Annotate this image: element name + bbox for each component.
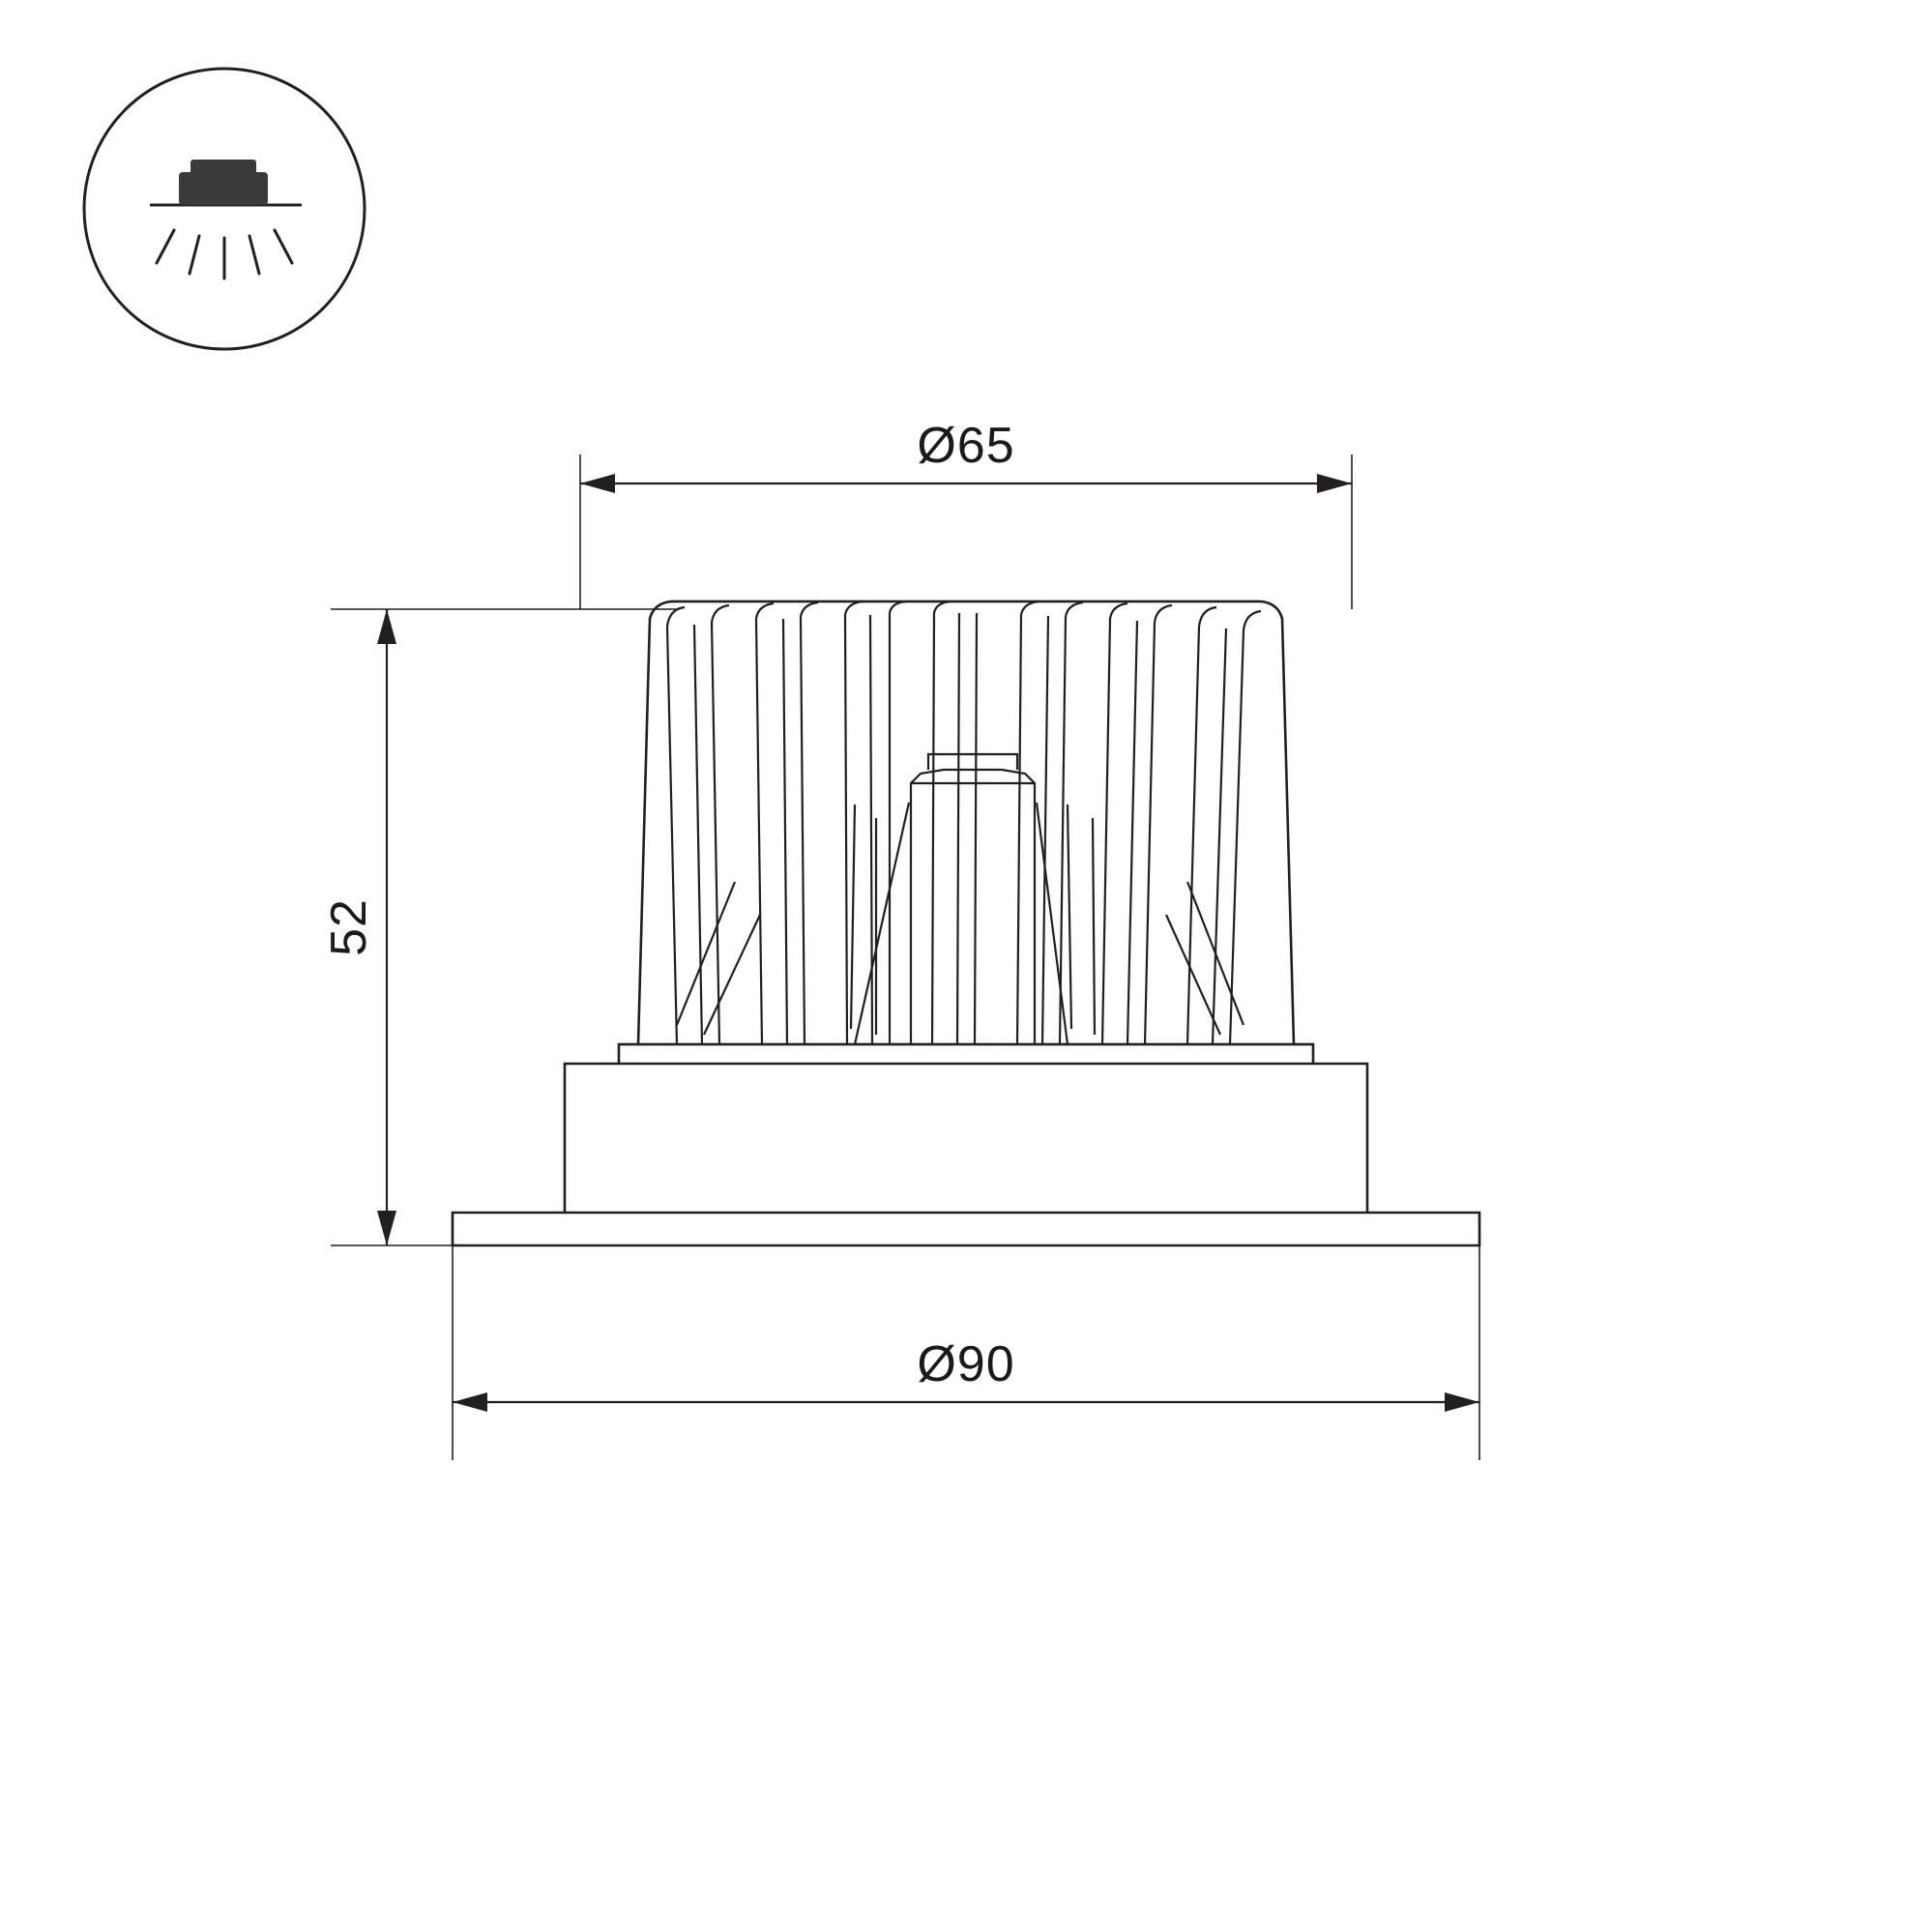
dimension-height xyxy=(321,609,396,1245)
ceiling-downlight-icon xyxy=(84,69,365,349)
extension-lines xyxy=(331,454,1479,1460)
dimension-top-diameter xyxy=(580,418,1352,493)
dimension-label-bottom: Ø90 xyxy=(917,1336,1015,1392)
dimension-flange-diameter xyxy=(453,1336,1479,1412)
luminaire-side-view xyxy=(453,601,1479,1245)
dimension-label-top: Ø65 xyxy=(917,418,1015,474)
dimension-label-height: 52 xyxy=(321,898,377,956)
